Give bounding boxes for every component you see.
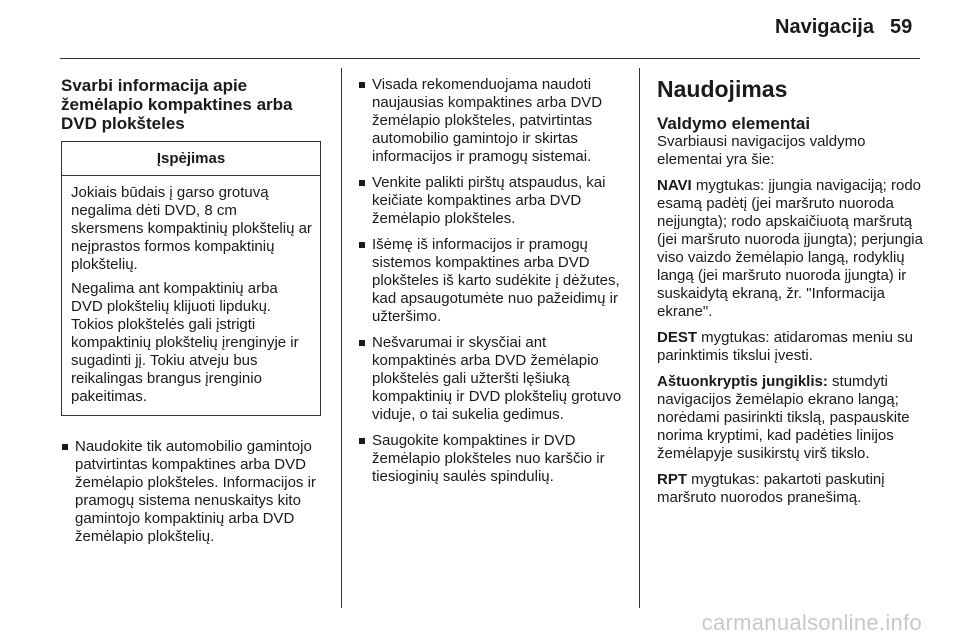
control-key: NAVI: [657, 177, 692, 194]
section-title: Navigacija: [775, 16, 874, 38]
controls-intro: Svarbiausi navigacijos valdymo elementai yra šie:: [657, 133, 866, 168]
control-navi: [657, 177, 923, 321]
right-column: [657, 76, 923, 515]
bullet-item: Venkite palikti pirštų atspaudus, kai keičiate kompaktines arba DVD žemėlapio plokšteles.: [358, 174, 626, 228]
usage-heading: Naudojimas: [657, 76, 788, 102]
control-key: DEST: [657, 329, 698, 346]
left-column: [61, 76, 326, 554]
controls-subheading: Valdymo elementai: [657, 114, 811, 133]
warning-paragraph: Negalima ant kompaktinių arba DVD plokštelių klijuoti lipdukų. Tokios plokštelės gali įstrigti kompaktinių plokštelių įrenginyje ir sugadinti jį. Tokiu atveju bus reikalingas brangus įrenginio pakeitimas.: [71, 280, 299, 405]
control-key: RPT: [657, 471, 687, 488]
warning-body: [62, 176, 320, 415]
control-description: mygtukas: pakartoti paskutinį maršruto nuorodos pranešimą.: [657, 471, 885, 506]
warning-title: Įspėjimas: [62, 142, 320, 176]
column-divider-right: [639, 68, 640, 608]
page-number: 59: [890, 16, 913, 38]
watermark: carmanualsonline.info: [701, 610, 922, 635]
cd-info-heading: Svarbi informacija apie žemėlapio kompaktines arba DVD plokšteles: [61, 76, 293, 133]
control-key: Aštuonkryptis jungiklis:: [657, 373, 828, 390]
bullet-item: Saugokite kompaktines ir DVD žemėlapio plokšteles nuo karščio ir tiesioginių saulės spindulių.: [358, 432, 626, 486]
bullet-item: Išėmę iš informacijos ir pramogų sistemos kompaktines arba DVD plokšteles iš karto sudėkite į dėžutes, kad apsaugotumėte nuo pažeidimų ir užteršimo.: [358, 236, 626, 326]
header-divider: [60, 58, 920, 59]
control-description: mygtukas: atidaromas meniu su parinktimis tikslui įvesti.: [657, 329, 913, 364]
middle-column: [358, 76, 626, 494]
bullet-item: Naudokite tik automobilio gamintojo patvirtintas kompaktines arba DVD žemėlapio plokšteles. Informacijos ir pramogų sistema nenuskaitys kito gamintojo kompaktinių arba DVD žemėlapio plokštelių.: [61, 438, 326, 546]
control-dest: [657, 329, 923, 365]
control-description: mygtukas: įjungia navigaciją; rodo esamą padėtį (jei maršruto nuoroda neįjungta); rodo apskaičiuotą maršrutą (jei maršruto nuoroda įjungta); perjungia viso vaizdo žemėlapio langą, rodyklių langą (jei maršruto nuoroda įjungta) ir suskaidytą ekraną, žr. "Informacija ekrane".: [657, 177, 923, 320]
control-rpt: [657, 471, 923, 507]
control-description: stumdyti navigacijos žemėlapio ekrano langą; norėdami pasirinkti tikslą, paspauskite norima kryptimi, kad padėties linijos žemėlapyje susikirstų virš tikslo.: [657, 373, 910, 462]
column-divider-left: [341, 68, 342, 608]
warning-box: [61, 141, 321, 416]
warning-paragraph: Jokiais būdais į garso grotuvą negalima dėti DVD, 8 cm skersmens kompaktinių plokštelių ar neįprastos formos kompaktinių plokštelių.: [71, 184, 312, 273]
control-joystick: [657, 373, 923, 463]
bullet-item: Nešvarumai ir skysčiai ant kompaktinės arba DVD žemėlapio plokštelės gali užteršti lęšiuką kompaktinių ir DVD plokštelių grotuvo viduje, o tai sukelia gedimus.: [358, 334, 626, 424]
bullet-item: Visada rekomenduojama naudoti naujausias kompaktines arba DVD žemėlapio plokšteles, patvirtintas automobilio gamintojo ir skirtas informacijos ir pramogų sistemai.: [358, 76, 626, 166]
